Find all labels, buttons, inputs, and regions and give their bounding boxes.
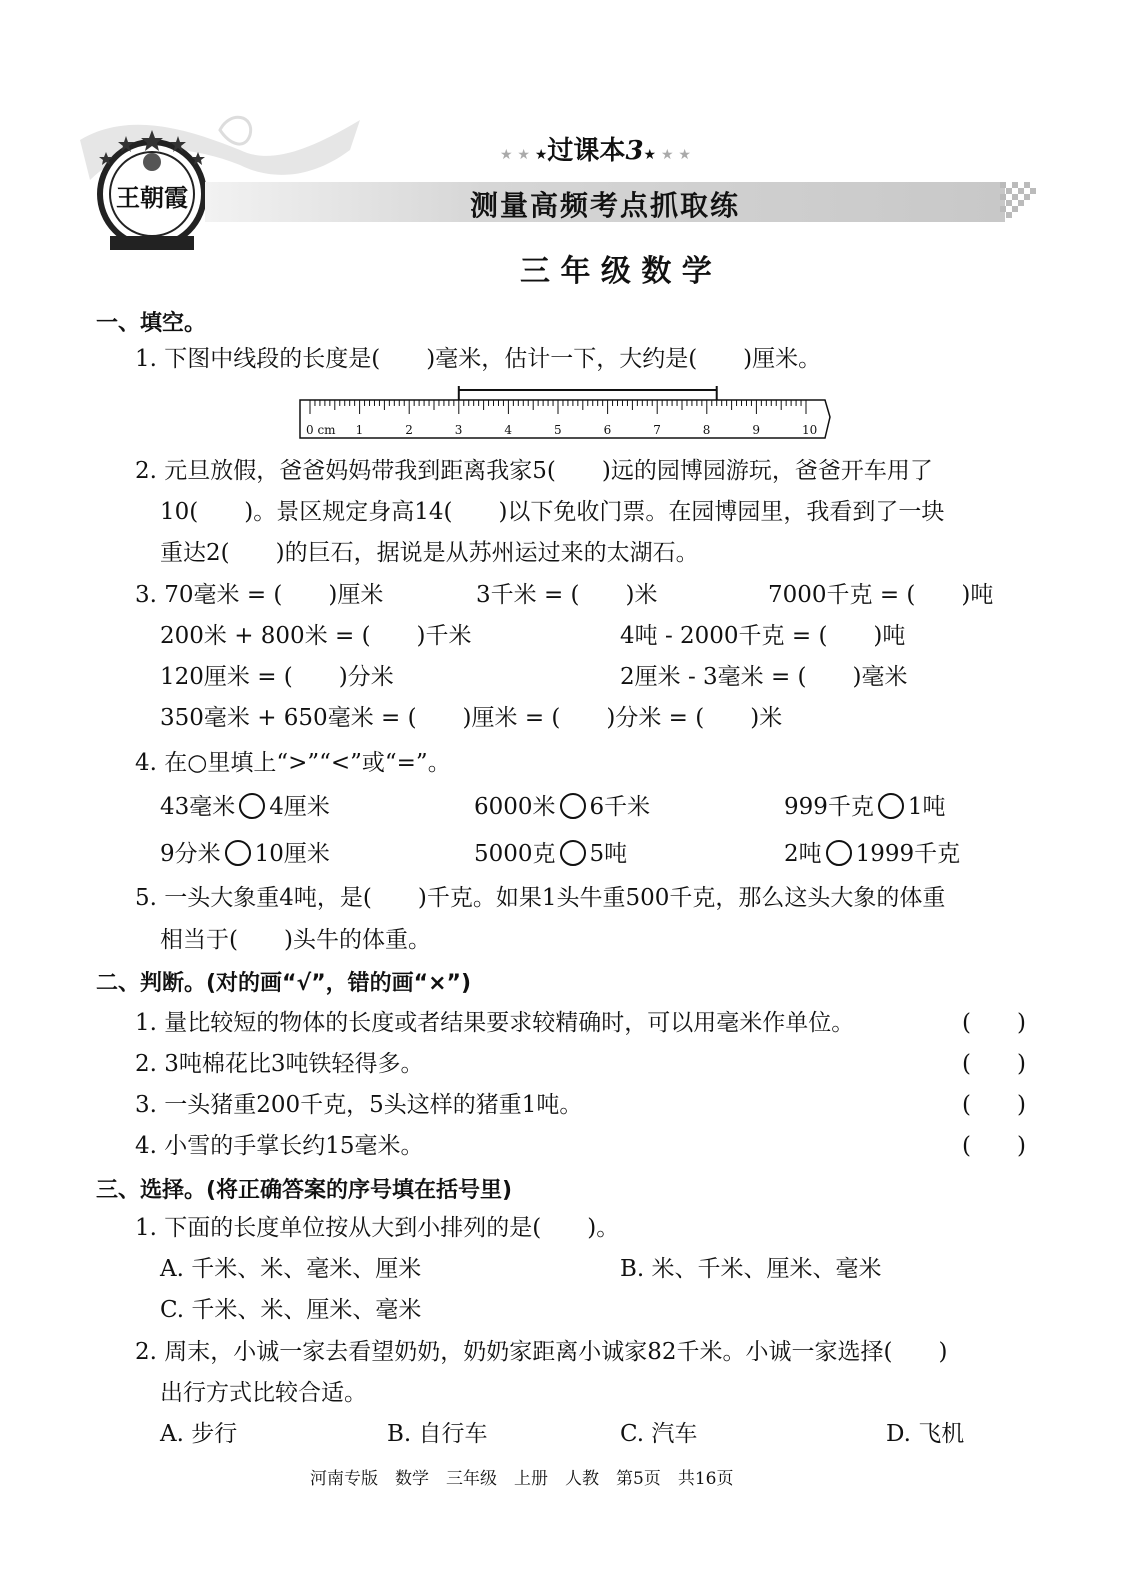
ruler-label: 7 xyxy=(653,423,661,437)
s3-q1: 1. 下面的长度单位按从大到小排列的是( )。 xyxy=(135,1215,620,1241)
compare-circle[interactable] xyxy=(826,840,852,866)
s1-q3-c: 7000千克 = ( )吨 xyxy=(768,582,994,608)
s1-q3-e: 4吨 - 2000千克 = ( )吨 xyxy=(620,623,906,649)
s3-q2-option-c: C. 汽车 xyxy=(620,1421,698,1447)
compare-item: 5000克 5吨 xyxy=(474,841,628,867)
s1-q3-d: 200米 + 800米 = ( )千米 xyxy=(160,623,472,649)
ruler-label: 4 xyxy=(504,423,513,437)
series-title: ★ ★ ★过课本3★ ★ ★ xyxy=(500,136,691,166)
s1-q1: 1. 下图中线段的长度是( )毫米，估计一下，大约是( )厘米。 xyxy=(135,346,822,372)
s3-q2-option-a: A. 步行 xyxy=(160,1421,238,1447)
s3-q1-option-a: A. 千米、米、毫米、厘米 xyxy=(160,1256,422,1282)
section-3-heading: 三、选择。(将正确答案的序号填在括号里) xyxy=(96,1178,513,1203)
s1-q2-line3: 重达2( )的巨石，据说是从苏州运过来的太湖石。 xyxy=(160,540,699,566)
ruler xyxy=(290,384,835,444)
compare-circle[interactable] xyxy=(878,793,904,819)
ruler-label: 1 xyxy=(355,423,364,437)
ruler-label: 2 xyxy=(405,423,413,437)
ruler-label: 10 xyxy=(802,423,818,437)
s3-q2-line2: 出行方式比较合适。 xyxy=(160,1380,367,1406)
s1-q3-a: 3. 70毫米 = ( )厘米 xyxy=(135,582,384,608)
ruler-label: 3 xyxy=(454,423,463,437)
star-icon: ★ ★ xyxy=(656,147,691,163)
star-icon: ★ xyxy=(534,147,548,163)
s3-q2-option-b: B. 自行车 xyxy=(387,1421,488,1447)
ruler-label: 9 xyxy=(752,423,761,437)
judge-item: 2. 3吨棉花比3吨铁轻得多。 xyxy=(135,1051,424,1077)
s3-q2-option-d: D. 飞机 xyxy=(886,1421,965,1447)
section-1-heading: 一、填空。 xyxy=(96,311,207,336)
ruler-label: 0 cm xyxy=(306,423,336,437)
compare-circle[interactable] xyxy=(560,840,586,866)
compare-item: 6000米 6千米 xyxy=(474,794,651,820)
page-footer: 河南专版 数学 三年级 上册 人教 第5页 共16页 xyxy=(310,1469,734,1489)
s1-q3-b: 3千米 = ( )米 xyxy=(476,582,658,608)
s3-q1-option-b: B. 米、千米、厘米、毫米 xyxy=(620,1256,882,1282)
compare-item: 43毫米 4厘米 xyxy=(160,794,330,820)
compare-item: 999千克 1吨 xyxy=(784,794,946,820)
compare-circle[interactable] xyxy=(239,793,265,819)
s1-q3-h: 350毫米 + 650毫米 = ( )厘米 = ( )分米 = ( )米 xyxy=(160,705,783,731)
s1-q4: 4. 在○里填上“>”“<”或“=”。 xyxy=(135,750,451,776)
s3-q2-line1: 2. 周末，小诚一家去看望奶奶，奶奶家距离小诚家82千米。小诚一家选择( ) xyxy=(135,1339,948,1365)
s1-q5-line2: 相当于( )头牛的体重。 xyxy=(160,927,431,953)
compare-circle[interactable] xyxy=(225,840,251,866)
banner-title: 测量高频考点抓取练 xyxy=(470,189,741,222)
brand-logo xyxy=(96,128,208,256)
judge-paren[interactable]: ( ) xyxy=(962,1092,1026,1118)
star-icon: ★ ★ xyxy=(500,147,535,163)
s1-q3-g: 2厘米 - 3毫米 = ( )毫米 xyxy=(620,664,908,690)
checker-pattern xyxy=(1000,182,1038,222)
s1-q3-f: 120厘米 = ( )分米 xyxy=(160,664,394,690)
compare-item: 2吨 1999千克 xyxy=(784,841,961,867)
ruler-label: 6 xyxy=(603,423,612,437)
ruler-label: 5 xyxy=(554,423,562,437)
judge-paren[interactable]: ( ) xyxy=(962,1051,1026,1077)
logo-brand-text: 王朝霞 xyxy=(116,183,188,212)
compare-item: 9分米 10厘米 xyxy=(160,841,330,867)
s1-q2-line2: 10( )。景区规定身高14( )以下免收门票。在园博园里，我看到了一块 xyxy=(160,499,945,525)
compare-circle[interactable] xyxy=(560,793,586,819)
judge-paren[interactable]: ( ) xyxy=(962,1133,1026,1159)
s1-q2-line1: 2. 元旦放假，爸爸妈妈带我到距离我家5( )远的园博园游玩，爸爸开车用了 xyxy=(135,458,933,484)
s3-q1-option-c: C. 千米、米、厘米、毫米 xyxy=(160,1297,422,1323)
judge-paren[interactable]: ( ) xyxy=(962,1010,1026,1036)
star-icon: ★ xyxy=(643,147,657,163)
judge-item: 4. 小雪的手掌长约15毫米。 xyxy=(135,1133,424,1159)
s1-q5-line1: 5. 一头大象重4吨，是( )千克。如果1头牛重500千克，那么这头大象的体重 xyxy=(135,885,946,911)
judge-item: 1. 量比较短的物体的长度或者结果要求较精确时，可以用毫米作单位。 xyxy=(135,1010,855,1036)
ruler-label: 8 xyxy=(702,423,711,437)
judge-item: 3. 一头猪重200千克，5头这样的猪重1吨。 xyxy=(135,1092,583,1118)
section-2-heading: 二、判断。(对的画“√”，错的画“×”) xyxy=(96,971,472,996)
subject-title: 三 年 级 数 学 xyxy=(520,254,712,289)
